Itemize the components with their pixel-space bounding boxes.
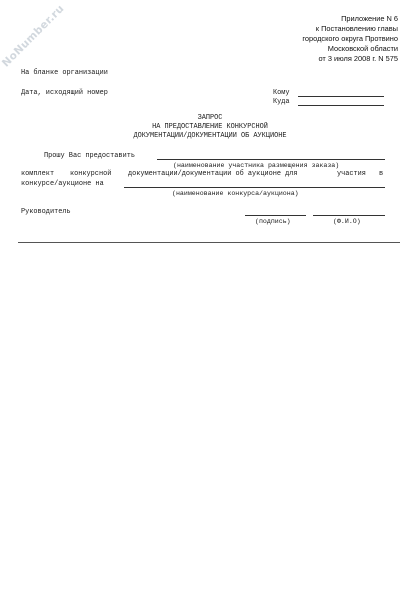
watermark: NoNumber.ru [0,2,67,70]
doc-title-line2: НА ПРЕДОСТАВЛЕНИЕ КОНКУРСНОЙ [152,123,268,131]
contest-hint: (наименование конкурса/аукциона) [172,190,299,197]
appendix-district: городского округа Протвино [302,34,398,43]
contest-field[interactable] [124,187,385,188]
request-text: Прошу Вас предоставить [44,152,135,160]
appendix-resolution: к Постановлению главы [315,24,398,33]
body-word-1: комплект [21,170,55,178]
doc-title: ЗАПРОС [197,114,223,122]
doc-title-line3: ДОКУМЕНТАЦИИ/ДОКУМЕНТАЦИИ ОБ АУКЦИОНЕ [133,132,287,140]
to-field[interactable] [298,96,384,97]
where-field[interactable] [298,105,384,106]
participant-hint: (наименование участника размещения заказа) [173,162,340,169]
body-word-4: участия [337,170,366,178]
appendix-number: Приложение N 6 [341,14,398,23]
participant-field[interactable] [157,159,385,160]
where-label: Куда [273,98,290,106]
body-word-2: конкурсной [70,170,112,178]
body-word-5: в [379,170,384,178]
body-word-3: документации/документации об аукционе для [128,170,298,178]
letterhead-note: На бланке организации [21,69,108,77]
date-number-label: Дата, исходящий номер [21,89,108,97]
signature-field[interactable] [245,215,306,216]
to-label: Кому [273,89,290,97]
fio-field[interactable] [313,215,385,216]
head-label: Руководитель [21,208,71,216]
appendix-region: Московской области [327,44,398,53]
page-divider [18,242,400,243]
signature-hint: (подпись) [255,218,291,225]
fio-hint: (Ф.И.О) [333,218,361,225]
body-line-2: конкурсе/аукционе на [21,180,104,188]
appendix-date: от 3 июля 2008 г. N 575 [318,54,398,63]
